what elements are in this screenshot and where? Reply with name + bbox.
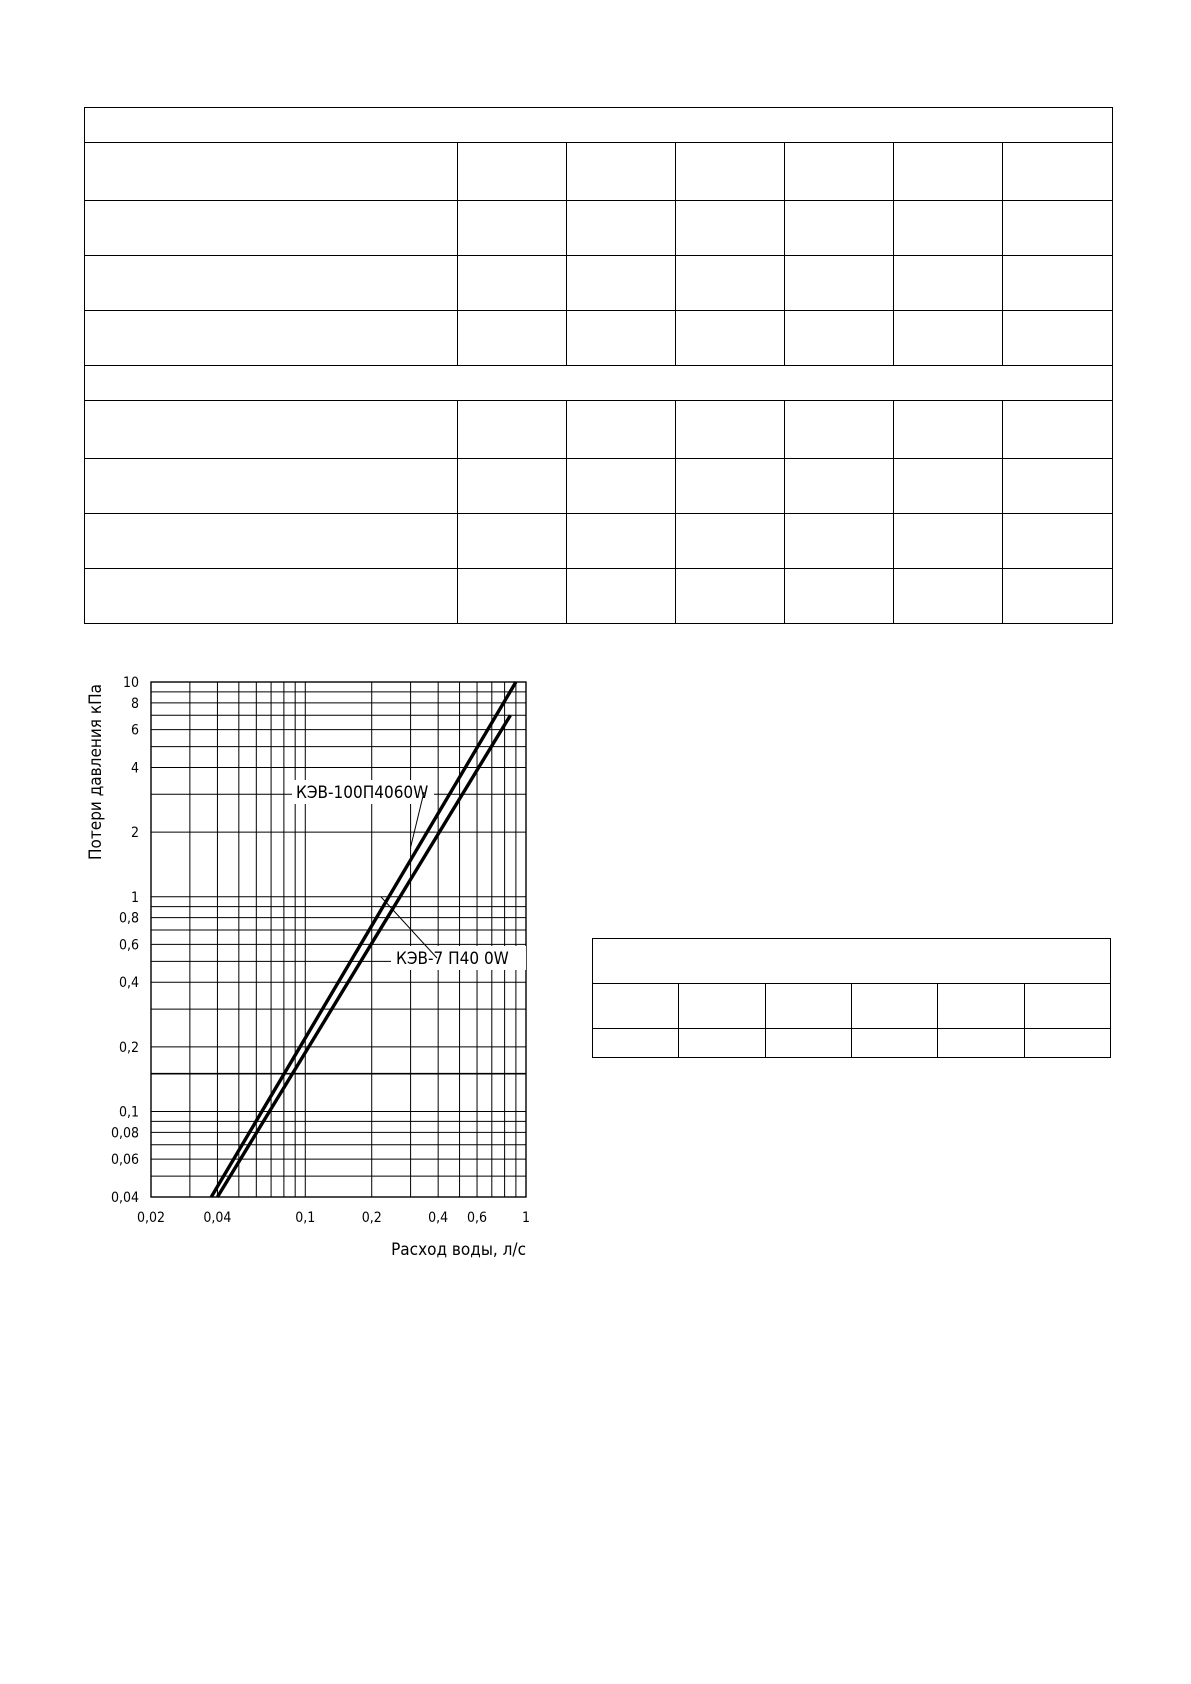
y-tick-label: 4 bbox=[130, 760, 139, 777]
y-tick-label: 0,2 bbox=[118, 1039, 139, 1056]
y-tick-label: 6 bbox=[130, 722, 139, 739]
x-tick-label: 0,4 bbox=[428, 1210, 449, 1226]
x-axis-label: Расход воды, л/с bbox=[391, 1240, 526, 1260]
x-tick-label: 0,04 bbox=[203, 1210, 232, 1226]
y-tick-label: 2 bbox=[130, 825, 139, 842]
x-tick-label: 0,2 bbox=[361, 1210, 382, 1226]
x-tick-label: 1 bbox=[521, 1210, 531, 1226]
y-tick-label: 10 bbox=[122, 675, 139, 691]
y-tick-label: 0,8 bbox=[118, 910, 139, 927]
x-tick-label: 0,1 bbox=[295, 1210, 316, 1226]
x-tick-label: 0,6 bbox=[467, 1210, 488, 1226]
y-axis-label: Потери давления кПа bbox=[86, 684, 106, 860]
y-tick-label: 0,1 bbox=[118, 1104, 139, 1121]
series-label: КЭВ-7 П40 0W bbox=[396, 949, 509, 969]
x-tick-label: 0,02 bbox=[136, 1210, 166, 1226]
y-tick-label: 0,6 bbox=[118, 937, 139, 954]
y-tick-label: 1 bbox=[130, 889, 139, 906]
y-tick-label: 0,06 bbox=[110, 1152, 139, 1169]
y-tick-label: 0,08 bbox=[110, 1125, 139, 1142]
y-tick-label: 0,04 bbox=[110, 1190, 139, 1206]
series-line-1 bbox=[211, 682, 516, 1197]
y-tick-label: 8 bbox=[130, 695, 139, 712]
y-tick-label: 0,4 bbox=[118, 975, 139, 992]
series-label: КЭВ-100П4060W bbox=[296, 783, 429, 803]
